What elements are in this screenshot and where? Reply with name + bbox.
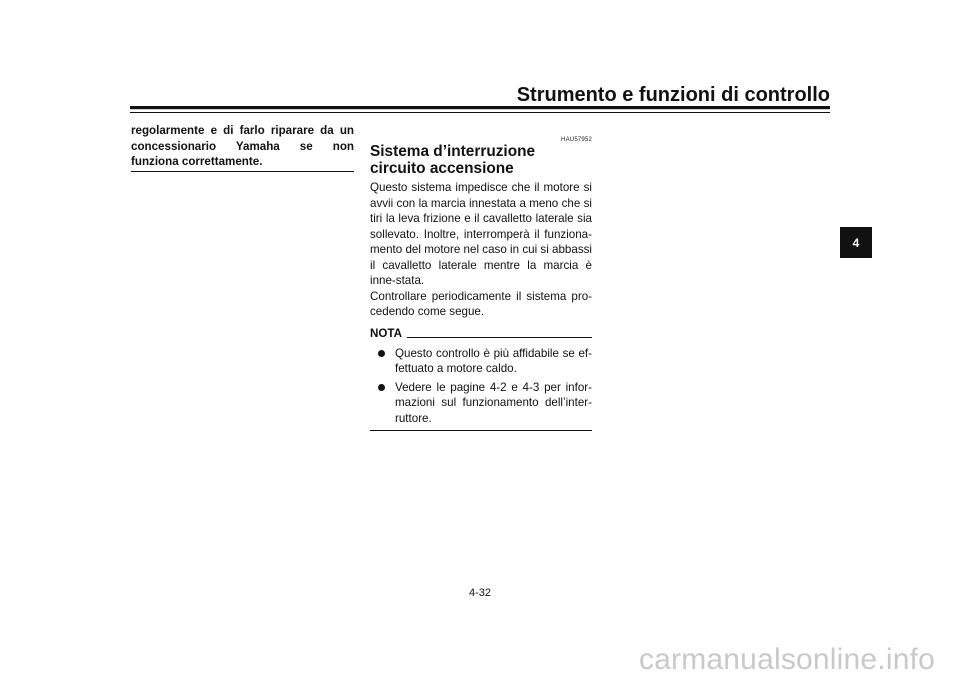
left-column — [131, 123, 354, 170]
section-paragraph: Questo sistema impedisce che il motore si avvii con la marcia innestata a meno che si tiri la leva frizione e il cavalletto laterale sia sollevato. Inoltre, interromperà il funziona-mento del motore nel caso in cui si abbassi il cavalletto laterale mentre la marcia è inne-stata. — [370, 181, 592, 287]
header-rule — [130, 106, 830, 116]
continued-warning-text: regolarmente e di farlo riparare da un concessionario Yamaha se non funziona correttamente. — [131, 124, 354, 168]
section-title: Sistema d’interruzione circuito accensione — [370, 143, 536, 177]
chapter-tab: 4 — [840, 227, 872, 258]
section-paragraph: Controllare periodicamente il sistema pro-cedendo come segue. — [370, 289, 592, 318]
list-item — [370, 346, 592, 377]
list-item — [370, 380, 592, 427]
warning-end-rule — [131, 171, 354, 172]
bullet-icon — [378, 350, 385, 357]
note-item-text: Vedere le pagine 4-2 e 4-3 per infor-mazioni sul funzionamento dell’inter-ruttore. — [395, 380, 592, 425]
note-rule — [407, 337, 592, 338]
reference-code: HAU57952 — [561, 137, 592, 143]
note-list — [370, 346, 592, 427]
page-number: 4-32 — [468, 587, 492, 599]
note-header — [370, 327, 592, 341]
note-label: NOTA — [370, 326, 402, 340]
note-end-rule — [370, 430, 592, 431]
note-item-text: Questo controllo è più affidabile se ef-fettuato a motore caldo. — [395, 346, 592, 375]
bullet-icon — [378, 384, 385, 391]
right-column — [370, 137, 592, 431]
page-title: Strumento e funzioni di controllo — [516, 84, 830, 106]
watermark: carmanualsonline.info — [638, 643, 935, 676]
